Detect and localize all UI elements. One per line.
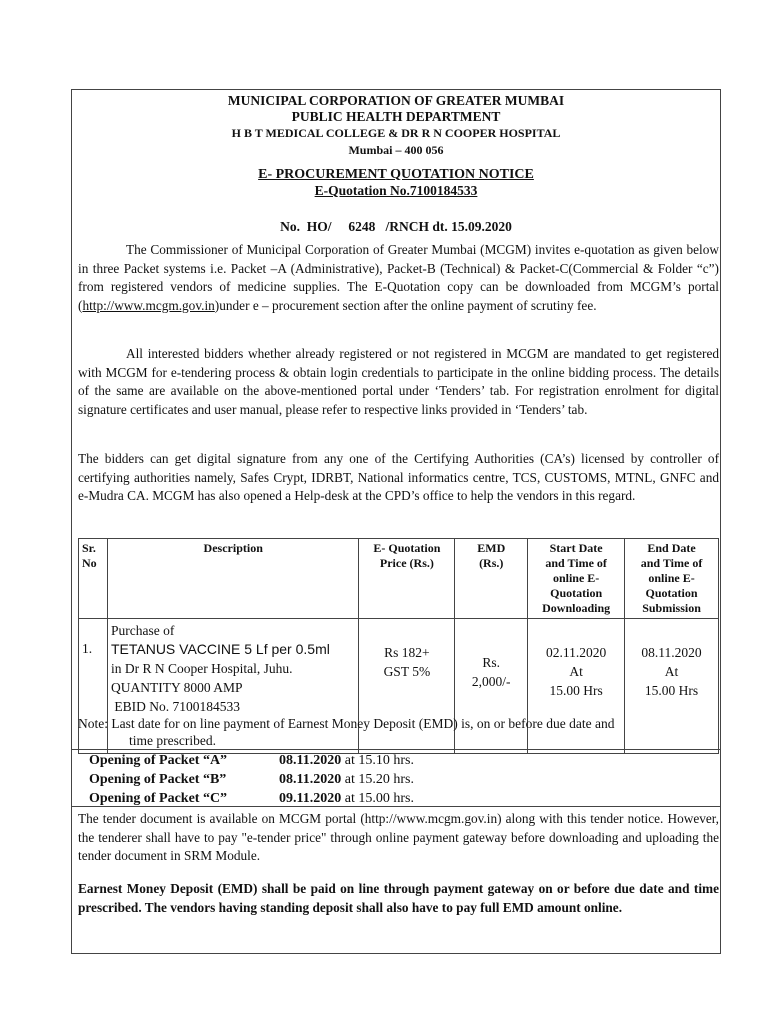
emd-note-line-1: Note: Last date for on line payment of Earnest Money Deposit (EMD) is, on or before due date and: [78, 716, 615, 731]
divider-openings-top: [72, 749, 720, 750]
cell-description: Purchase of TETANUS VACCINE 5 Lf per 0.5ml in Dr R N Cooper Hospital, Juhu. QUANTITY 8000 AMP EBID No. 7100184533: [107, 619, 359, 754]
cell-sr-no: 1.: [79, 619, 108, 754]
emd-note: [78, 715, 719, 749]
header-corporation: MUNICIPAL CORPORATION OF GREATER MUMBAI: [227, 93, 565, 108]
paragraph-registration: All interested bidders whether already registered or not registered in MCGM are mandated to get registered with MCGM for e-tendering process & obtain login credentials to participate in the online bidding process. The details of the same are available on the above-mentioned portal under ‘Tenders’ tab. For registration enrolment for digital signature certificates and user manual, please refer to respective links provided in ‘Tenders’ tab.: [78, 346, 719, 417]
opening-packet-c: Opening of Packet “C” 09.11.2020 at 15.00 hrs.: [89, 791, 414, 806]
emd-note-line-2: time prescribed.: [129, 733, 216, 748]
paragraph-emd-payment: Earnest Money Deposit (EMD) shall be paid on line through payment gateway on or before due date and time prescribed. The vendors having standing deposit shall also have to pay full EMD amount online.: [78, 881, 719, 915]
header-price: E- Quotation Price (Rs.): [359, 539, 455, 619]
header-emd: EMD (Rs.): [455, 539, 528, 619]
packet-openings: [89, 751, 414, 808]
header-start-date: Start Date and Time of online E- Quotation Downloading: [528, 539, 625, 619]
mcgm-portal-link[interactable]: http://www.mcgm.gov.in: [82, 297, 215, 313]
opening-packet-a: Opening of Packet “A” 08.11.2020 at 15.10 hrs.: [89, 753, 414, 768]
header-hospital: H B T MEDICAL COLLEGE & DR R N COOPER HOSPITAL: [231, 126, 561, 140]
quotation-number: E-Quotation No.7100184533: [314, 183, 478, 198]
notice-title: E- PROCUREMENT QUOTATION NOTICE: [258, 167, 534, 182]
cell-end-date: 08.11.2020 At 15.00 Hrs: [625, 619, 719, 754]
cell-start-date: 02.11.2020 At 15.00 Hrs: [528, 619, 625, 754]
paragraph-digital-signature: The bidders can get digital signature from any one of the Certifying Authorities (CA’s) licensed by controller of certifying authorities namely, Safes Crypt, IDRBT, National informatics centre, TCS, CUSTOMS, MTNL, GNFC and e-Mudra CA. MCGM has also opened a Help-desk at the CPD’s office to help the vendors in this regard.: [78, 451, 719, 503]
divider-openings-bottom: [72, 806, 720, 807]
header-description: Description: [107, 539, 359, 619]
paragraph-invitation-text: The Commissioner of Municipal Corporation of Greater Mumbai (MCGM) invites e-quotation as given below in three Packet systems i.e. Packet –A (Administrative), Packet-B (Technical) & Packet-C(Commercial & Folder “c”) from registered vendors of medicine supplies. The E-Quotation copy can be downloaded from MCGM’s portal (: [78, 242, 719, 313]
header-city: Mumbai – 400 056: [348, 143, 444, 157]
opening-packet-b: Opening of Packet “B” 08.11.2020 at 15.20 hrs.: [89, 772, 414, 787]
header-department: PUBLIC HEALTH DEPARTMENT: [291, 109, 501, 124]
paragraph-invitation: [78, 241, 719, 315]
header-end-date: End Date and Time of online E- Quotation Submission: [625, 539, 719, 619]
table-header-row: [79, 539, 719, 619]
notice-page: [71, 89, 721, 954]
cell-price: Rs 182+ GST 5%: [359, 619, 455, 754]
header-sr-no: Sr. No: [79, 539, 108, 619]
paragraph-tender-document: The tender document is available on MCGM portal (http://www.mcgm.gov.in) along with this tender notice. However, the tenderer shall have to pay "e-tender price" through online payment gateway before downloading and uploading the tender document in SRM Module.: [78, 811, 719, 863]
paragraph-invitation-text-end: )under e – procurement section after the online payment of scrutiny fee.: [214, 297, 597, 313]
reference-number: No. HO/ 6248 /RNCH dt. 15.09.2020: [280, 219, 512, 234]
cell-emd: Rs. 2,000/-: [455, 619, 528, 754]
